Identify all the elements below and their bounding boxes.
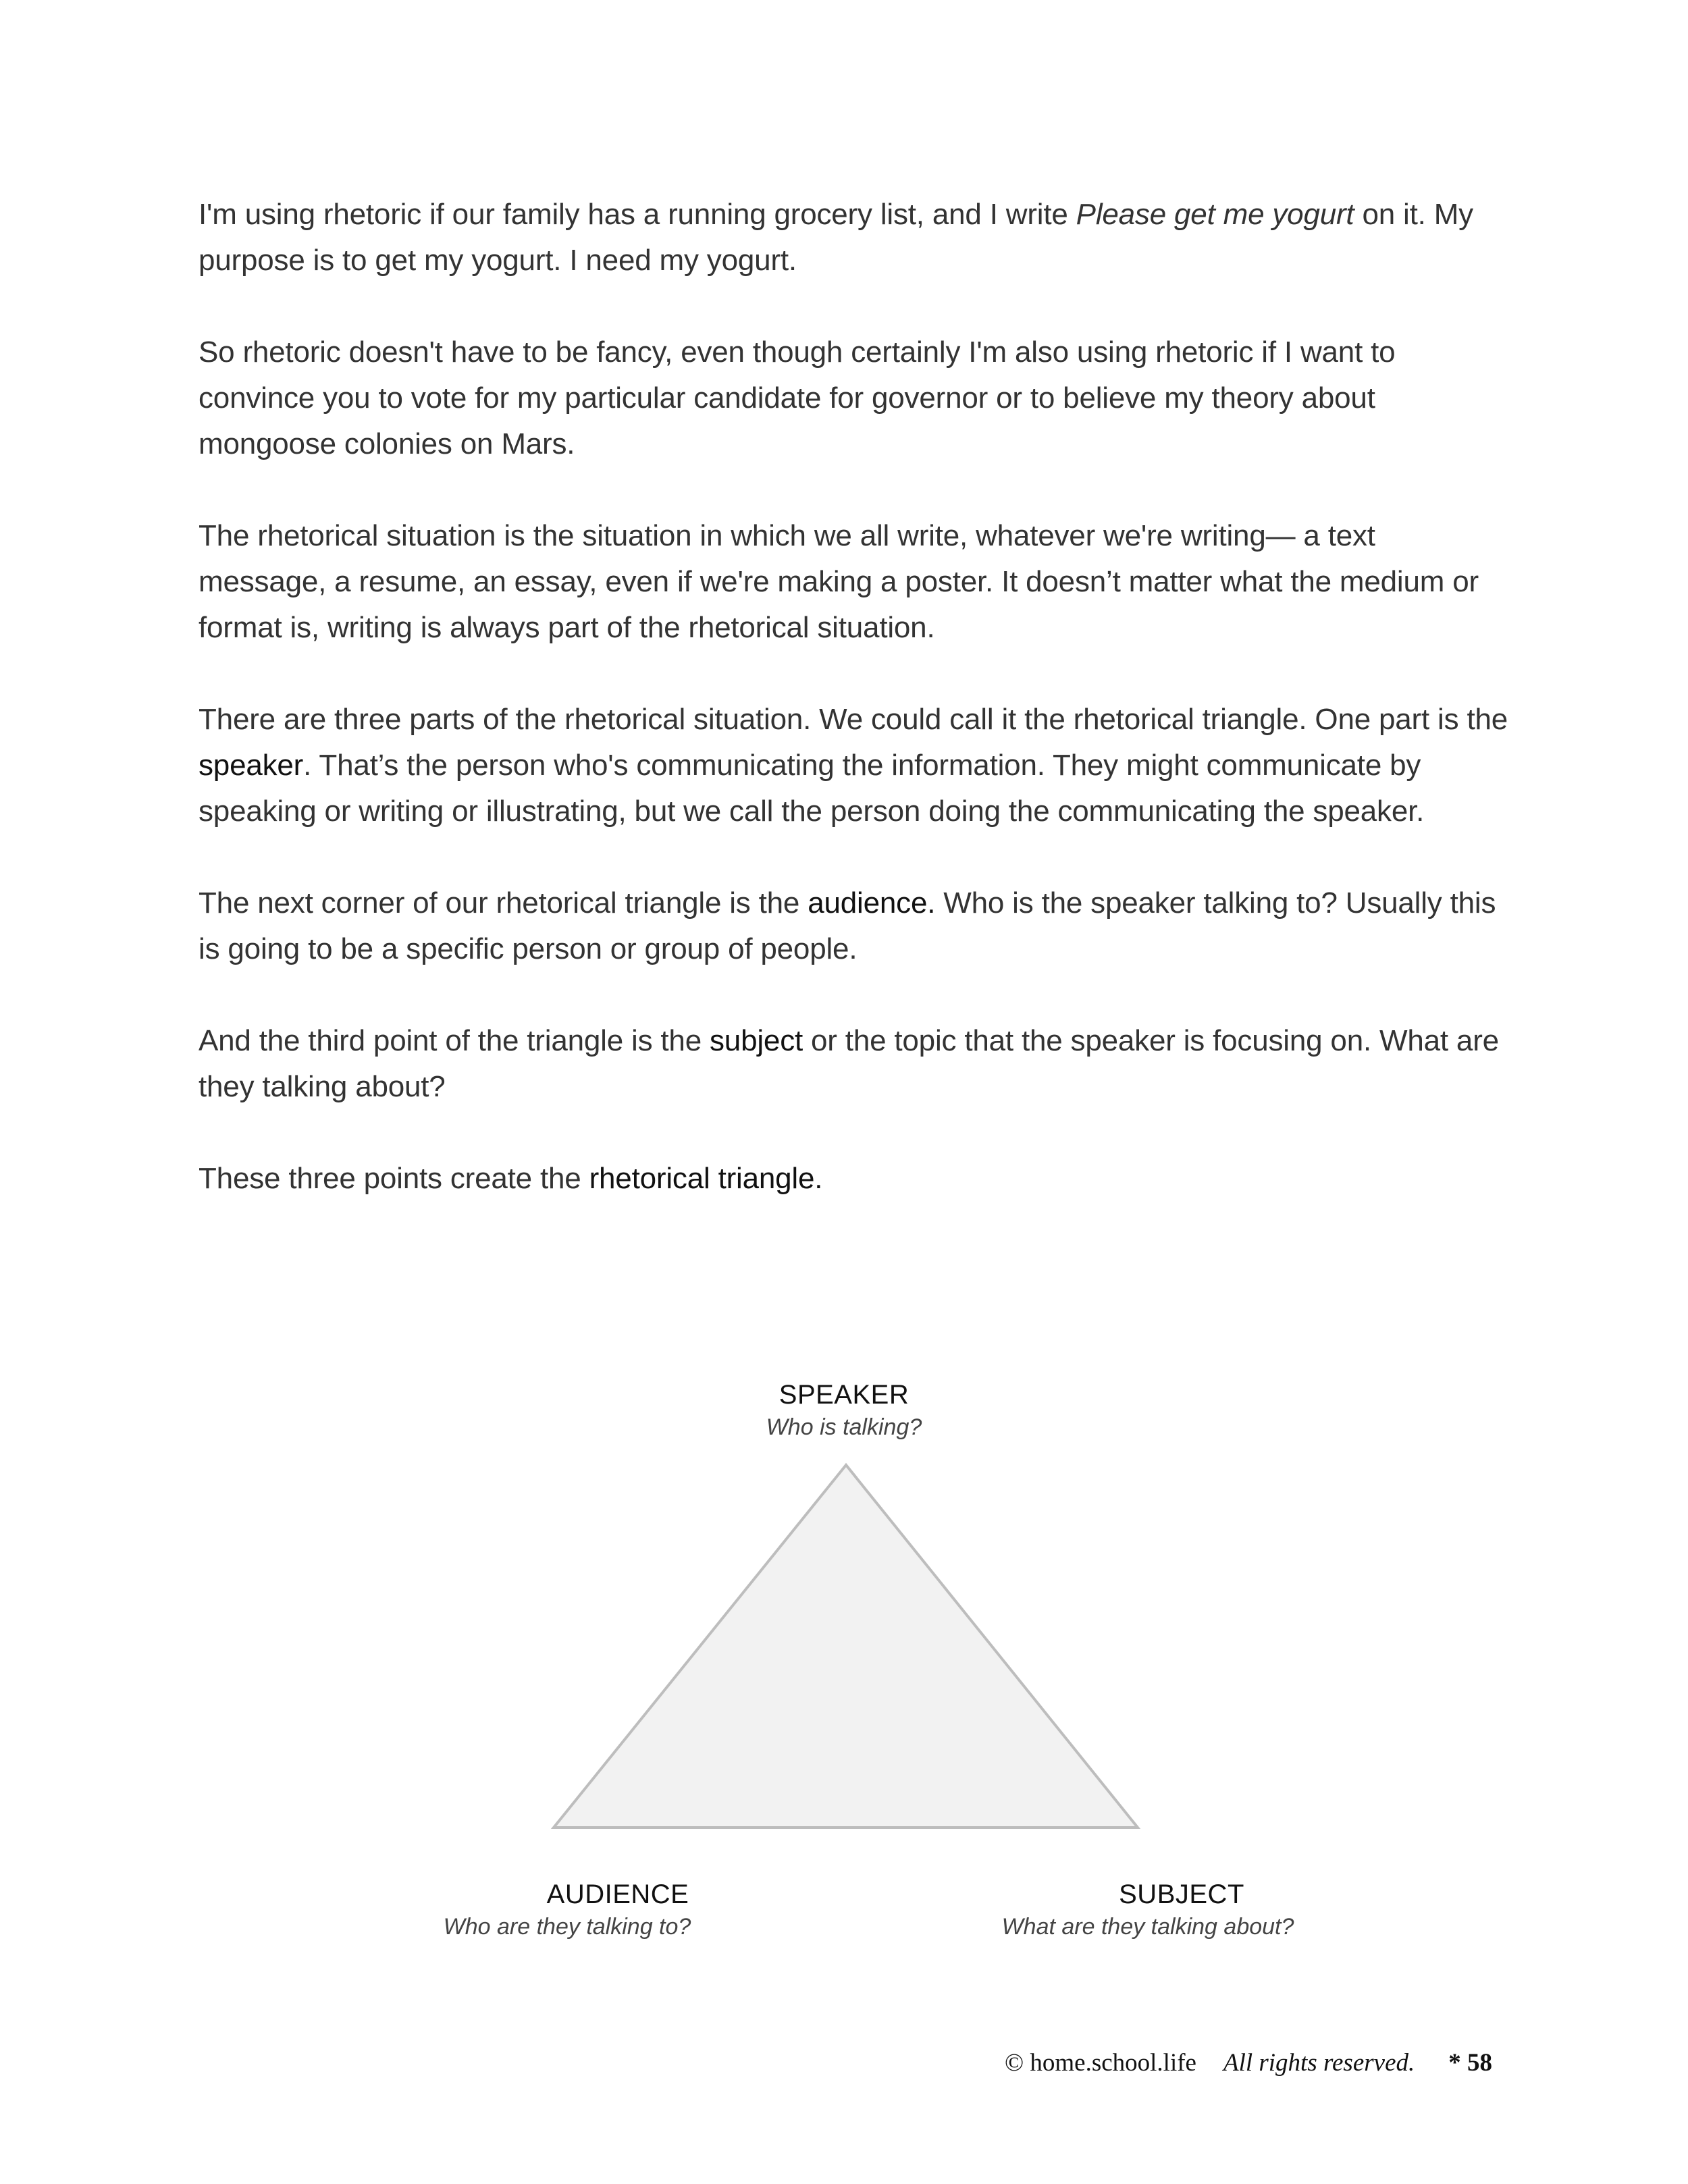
text-run: These three points create the — [199, 1162, 589, 1195]
key-term: subject — [710, 1024, 803, 1057]
text-run: And the third point of the triangle is the — [199, 1024, 710, 1057]
triangle-shape — [554, 1465, 1138, 1828]
text-run: The rhetorical situation is the situation in which we all write, whatever we're writing— a text message, a resume, an essay, even if we're making a poster. It doesn’t matter what the medium or format is, writing is always part of the rhetorical situation. — [199, 519, 1479, 644]
text-run: or the topic that the speaker is focusing on. What are they talking about? — [199, 1024, 1499, 1103]
text-run: So rhetoric doesn't have to be fancy, even though certainly I'm also using rhetoric if I want to convince you to vote for my particular candidate for governor or to believe my theory about mongoose colonies on Mars. — [199, 336, 1396, 460]
text-run: I'm using rhetoric if our family has a running grocery list, and I write — [199, 198, 1076, 231]
speaker-label — [709, 1377, 979, 1442]
audience-title: AUDIENCE — [546, 1880, 689, 1909]
key-term: audience. — [808, 886, 936, 920]
text-run: . That’s the person who's communicating the information. They might communicate by speaking or writing or illustrating, but we call the person doing the communicating the speaker. — [199, 749, 1425, 828]
key-term: speaker — [199, 749, 304, 782]
footer-rights: All rights reserved. — [1223, 2049, 1415, 2077]
page-number: * 58 — [1448, 2049, 1492, 2077]
text-run: There are three parts of the rhetorical situation. We could call it the rhetorical triangle. One part is the — [199, 703, 1508, 736]
text-run: on it. My purpose is to get my yogurt. I need my yogurt. — [199, 198, 1473, 277]
text-run: Who is the speaker talking to? Usually this is going to be a specific person or group of people. — [199, 886, 1496, 965]
footer-copyright: © home.school.life — [1005, 2049, 1196, 2077]
italic-phrase: Please get me yogurt — [1076, 198, 1354, 231]
subject-title: SUBJECT — [1119, 1880, 1244, 1909]
key-term: rhetorical triangle. — [589, 1162, 823, 1195]
page-footer — [878, 2047, 1492, 2079]
speaker-title: SPEAKER — [779, 1380, 909, 1410]
audience-subtitle: Who are they talking to? — [443, 1914, 691, 1940]
subject-subtitle: What are they talking about? — [1001, 1914, 1294, 1940]
subject-label — [945, 1877, 1350, 1942]
audience-label — [365, 1877, 770, 1942]
text-run: The next corner of our rhetorical triangle is the — [199, 886, 808, 920]
speaker-subtitle: Who is talking? — [766, 1414, 922, 1440]
